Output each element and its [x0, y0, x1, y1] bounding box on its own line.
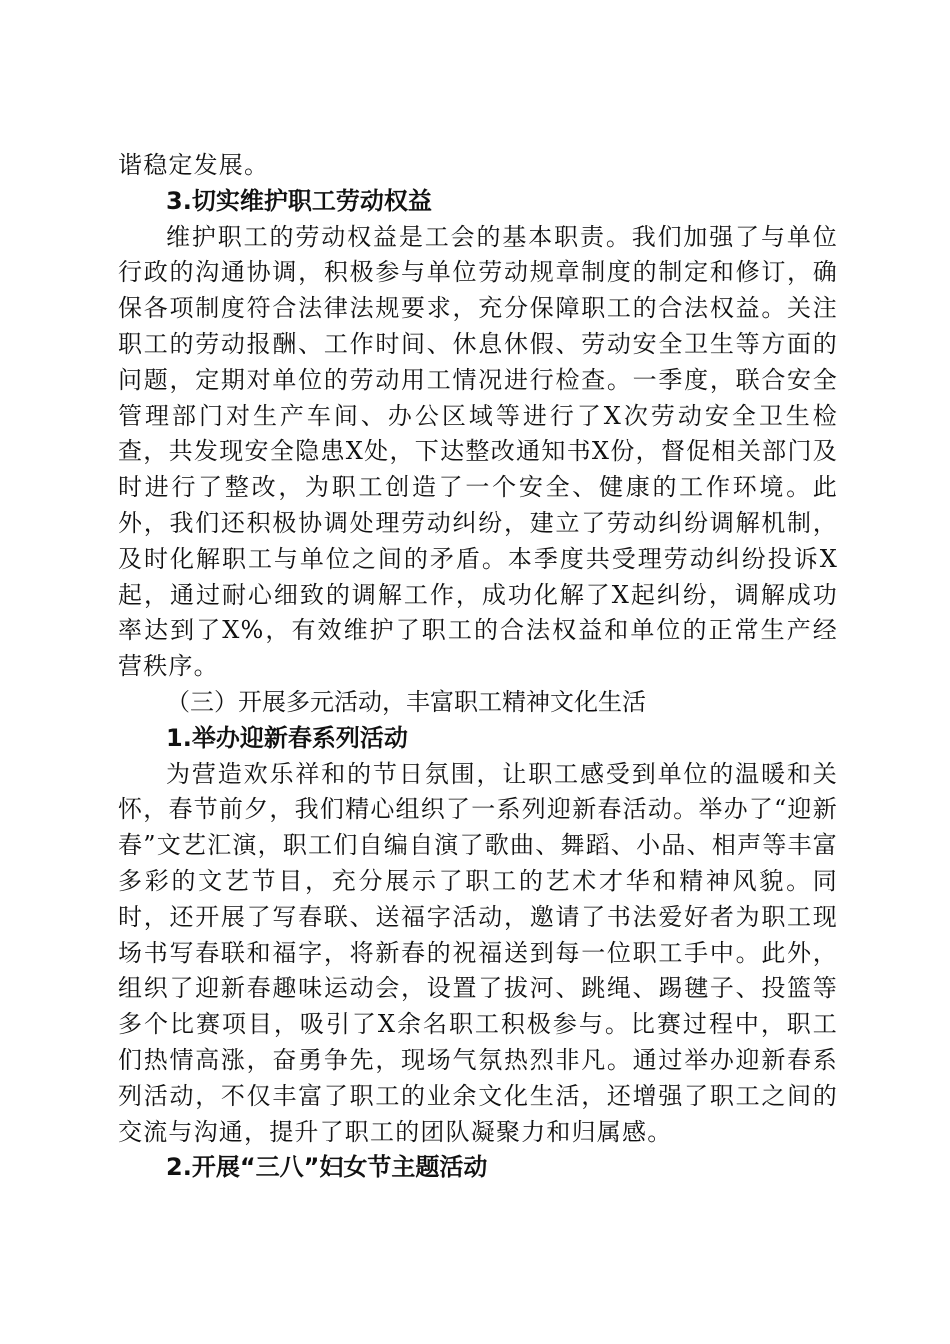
- paragraph-continuation: 谐稳定发展。: [118, 151, 270, 179]
- heading-labor-rights: 3.切实维护职工劳动权益: [166, 186, 432, 215]
- heading-womens-day: 2.开展“三八”妇女节主题活动: [166, 1153, 488, 1182]
- paragraph-labor-rights: 维护职工的劳动权益是工会的基本职责。我们加强了与单位行政的沟通协调，积极参与单位劳动规章制度的制定和修订，确保各项制度符合法律法规要求，充分保障职工的合法权益。关注职工的劳动报酬、工作时间、休息休假、劳动安全卫生等方面的问题，定期对单位的劳动用工情况进行检查。一季度，联合安全管理部门对生产车间、办公区域等进行了X次劳动安全卫生检查，共发现安全隐患X处，下达整改通知书X份，督促相关部门及时进行了整改，为职工创造了一个安全、健康的工作环境。此外，我们还积极协调处理劳动纠纷，建立了劳动纠纷调解机制，及时化解职工与单位之间的矛盾。本季度共受理劳动纠纷投诉X起，通过耐心细致的调解工作，成功化解了X起纠纷，调解成功率达到了X%，有效维护了职工的合法权益和单位的正常生产经营秩序。: [118, 222, 838, 681]
- section-heading-activities: （三）开展多元活动，丰富职工精神文化生活: [166, 687, 646, 716]
- document-body: [118, 148, 838, 1186]
- heading-spring-festival: 1.举办迎新春系列活动: [166, 723, 408, 752]
- paragraph-spring-festival: 为营造欢乐祥和的节日氛围，让职工感受到单位的温暖和关怀，春节前夕，我们精心组织了一系列迎新春活动。举办了“迎新春”文艺汇演，职工们自编自演了歌曲、舞蹈、小品、相声等丰富多彩的文艺节目，充分展示了职工的艺术才华和精神风貌。同时，还开展了写春联、送福字活动，邀请了书法爱好者为职工现场书写春联和福字，将新春的祝福送到每一位职工手中。此外，组织了迎新春趣味运动会，设置了拔河、跳绳、踢毽子、投篮等多个比赛项目，吸引了X余名职工积极参与。比赛过程中，职工们热情高涨，奋勇争先，现场气氛热烈非凡。通过举办迎新春系列活动，不仅丰富了职工的业余文化生活，还增强了职工之间的交流与沟通，提升了职工的团队凝聚力和归属感。: [118, 759, 838, 1146]
